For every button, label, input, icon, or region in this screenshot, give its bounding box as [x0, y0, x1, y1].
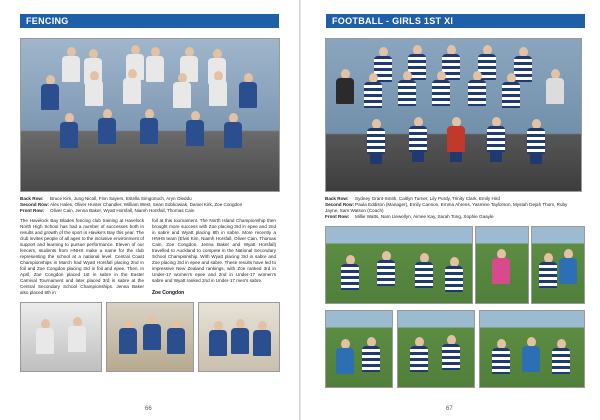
team-member [430, 71, 452, 113]
caption-row: Back Row: Sydney Grant-Smith, Caitlyn Turner, Lily Purdy, Trinity Clark, Emily Hird [325, 196, 500, 201]
coach [544, 69, 566, 111]
match-photo [479, 310, 585, 388]
fencing-action-photo [20, 302, 102, 372]
team-member [165, 319, 187, 359]
fencing-team-photo [20, 38, 280, 192]
team-member [39, 75, 61, 111]
team-member [364, 119, 388, 169]
match-photo [325, 226, 473, 304]
caption-row: Front Row: Millie Watts, Nam Llewellyn, Aimee Kay, Sarah Tong, Sophie Gaayle [325, 214, 494, 219]
page-number: 67 [446, 406, 453, 412]
player [550, 339, 572, 379]
team-member [466, 71, 488, 113]
player [340, 255, 360, 295]
section-title-fencing: FENCING [20, 14, 279, 28]
team-member [484, 117, 508, 167]
match-photo [531, 226, 585, 304]
fencer [35, 319, 55, 359]
team-member [183, 111, 207, 151]
caption-row: Second Row:Alex Hales, Oliver Hunter Chandler, William West, Sean Sobkowiak, Daniel Kirk, Zoe Congdon [20, 202, 243, 207]
team-member [221, 113, 245, 153]
team-member [61, 47, 81, 83]
team-member [406, 117, 430, 167]
fencing-award-photo [106, 302, 194, 372]
photo-credit: Zoe Congdon [152, 290, 185, 296]
article-column-1: The Havelock Bay Blades fencing club training at Havelock North High School has had a number of successes both in results and growth of the sport in Hawke's Bay this year. The club invites people of all ages to the inclusive environment of support and learning to pursue performance. Eleven of our fencers, students from HNHS make a name for the club representing the school at a national level. Central Coast Championships in March had Wyatt Horsfall placing 2nd in foil and Zoe Congdon placing 3rd in foil and epee. Then, in April, Zoe Congdon placed 1st in sabre in the Easter Carnival Tournament and later placed 3rd in sabre at the Central Secondary School Championships. Jenna Baker also placed 6th in [20, 218, 144, 295]
team-member [362, 73, 384, 115]
match-photo [475, 226, 529, 304]
team-member [145, 47, 165, 83]
caption-row: Second Row:Paula Eddison (Manager), Emily Cannon, Emma Ahrens, Yasmine Taylorson, Mystah Dejah Thom, Ruby Jayne, Sam Watson (Coach) [325, 202, 568, 213]
team-member [396, 71, 418, 113]
football-team-photo [325, 38, 582, 192]
team-member [117, 319, 139, 359]
goalkeeper [444, 117, 468, 167]
match-photo [397, 310, 475, 388]
right-page [301, 0, 600, 420]
referee [490, 249, 512, 289]
fencing-certificates-photo [198, 302, 280, 372]
team-member [207, 71, 229, 107]
player [408, 337, 430, 377]
team-member [57, 113, 81, 153]
team-member [141, 315, 163, 355]
page-number: 66 [145, 406, 152, 412]
player [334, 339, 356, 379]
section-title-football: FOOTBALL - GIRLS 1ST XI [326, 14, 585, 28]
left-page [0, 0, 299, 420]
team-member [500, 73, 522, 115]
player [440, 335, 462, 375]
team-member [207, 321, 229, 361]
team-member [95, 109, 119, 149]
player [360, 337, 382, 377]
team-member [171, 73, 193, 109]
player [490, 339, 512, 379]
player [520, 337, 542, 377]
fencer [67, 317, 87, 357]
team-member [251, 321, 273, 361]
team-member [137, 109, 161, 149]
player [444, 257, 464, 297]
caption-row: Front Row: Oliver Cain, Jenna Baker, Wyatt Horsfall, Niamh Horsfall, Thomas Cain [20, 208, 195, 213]
player [538, 253, 558, 293]
team-member [237, 73, 259, 109]
player [376, 251, 396, 291]
team-member [524, 119, 548, 169]
photo-caption [325, 196, 580, 220]
player [414, 253, 434, 293]
player [558, 249, 578, 289]
article-column-2: foil at this tournament. The North Island Championship then brought more success with Zoe placing 3rd in epee and 2nd in sabre and Wyatt placing 8th in sabre. More recently a HNHS team (Elvis Kim, Niamh Horsfall, Oliver Cain, Thomas Cain, Zoe Congdon, Jenna Baker and Wyatt Horsfall) travelled to Auckland to compete in the National Secondary School Championship. With Wyatt placing 3rd in sabre and Zoe placing 3rd in epee and sabre. These results have led to impressive New Zealand rankings, with Zoe ranked 3rd in Under-17 women's epee and 2nd in Under-17 women's sabre and Wyatt ranked 2nd in Under-17 men's sabre. [152, 218, 276, 283]
caption-row: Back Row: Bruce Kim, Jung Nicoll, Finn Sayers, Estella Simgonuch, Aryn Oleddu [20, 196, 192, 201]
photo-caption [20, 196, 278, 214]
manager [334, 69, 356, 111]
team-member [229, 319, 251, 359]
team-member [121, 69, 143, 105]
match-photo [325, 310, 393, 388]
team-member [83, 71, 105, 107]
